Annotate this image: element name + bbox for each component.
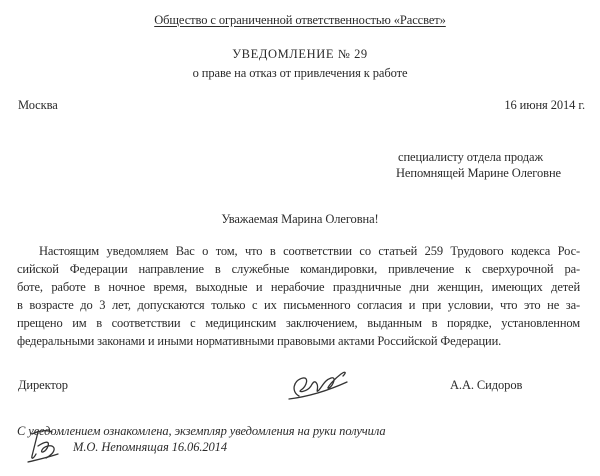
notice-date: 16 июня 2014 г. [504, 98, 585, 112]
recipient-name: Непомнящей Марине Олеговне [396, 166, 561, 180]
body-line: в возрасте до 3 лет, допускаются только с их письменного согласия и при условии, что это не за- [17, 298, 580, 312]
greeting: Уважаемая Марина Олеговна! [221, 212, 379, 226]
director-signature [285, 366, 353, 402]
acknowledgement-text: С уведомлением ознакомлена, экземпляр уведомления на руки получила [17, 424, 386, 438]
body-line: Настоящим уведомляем Вас о том, что в соответствии со статьей 259 Трудового кодекса Рос- [39, 244, 580, 258]
organization-name: Общество с ограниченной ответственностью «Рассвет» [154, 13, 446, 27]
recipient-position: специалисту отдела продаж [398, 150, 544, 164]
employee-signature [26, 424, 60, 464]
body-line: прещено им в соответствии с медицинским заключением, выданным в порядке, установленном [17, 316, 580, 330]
acknowledgement-signature-line: М.О. Непомнящая 16.06.2014 [73, 440, 227, 454]
body-line: сийской Федерации направление в служебные командировки, привлечение к сверхурочной ра- [17, 262, 580, 276]
notice-subtitle: о праве на отказ от привлечения к работе [192, 66, 408, 80]
body-line: боте, работе в ночное время, выходные и нерабочие праздничные дни женщин, имеющих детей [17, 280, 580, 294]
signatory-position: Директор [18, 378, 68, 392]
notice-title: УВЕДОМЛЕНИЕ № 29 [232, 47, 368, 61]
body-line: федеральными законами и иными нормативными правовыми актами Российской Федерации. [17, 334, 502, 348]
city: Москва [18, 98, 58, 112]
signatory-name: А.А. Сидоров [450, 378, 523, 392]
